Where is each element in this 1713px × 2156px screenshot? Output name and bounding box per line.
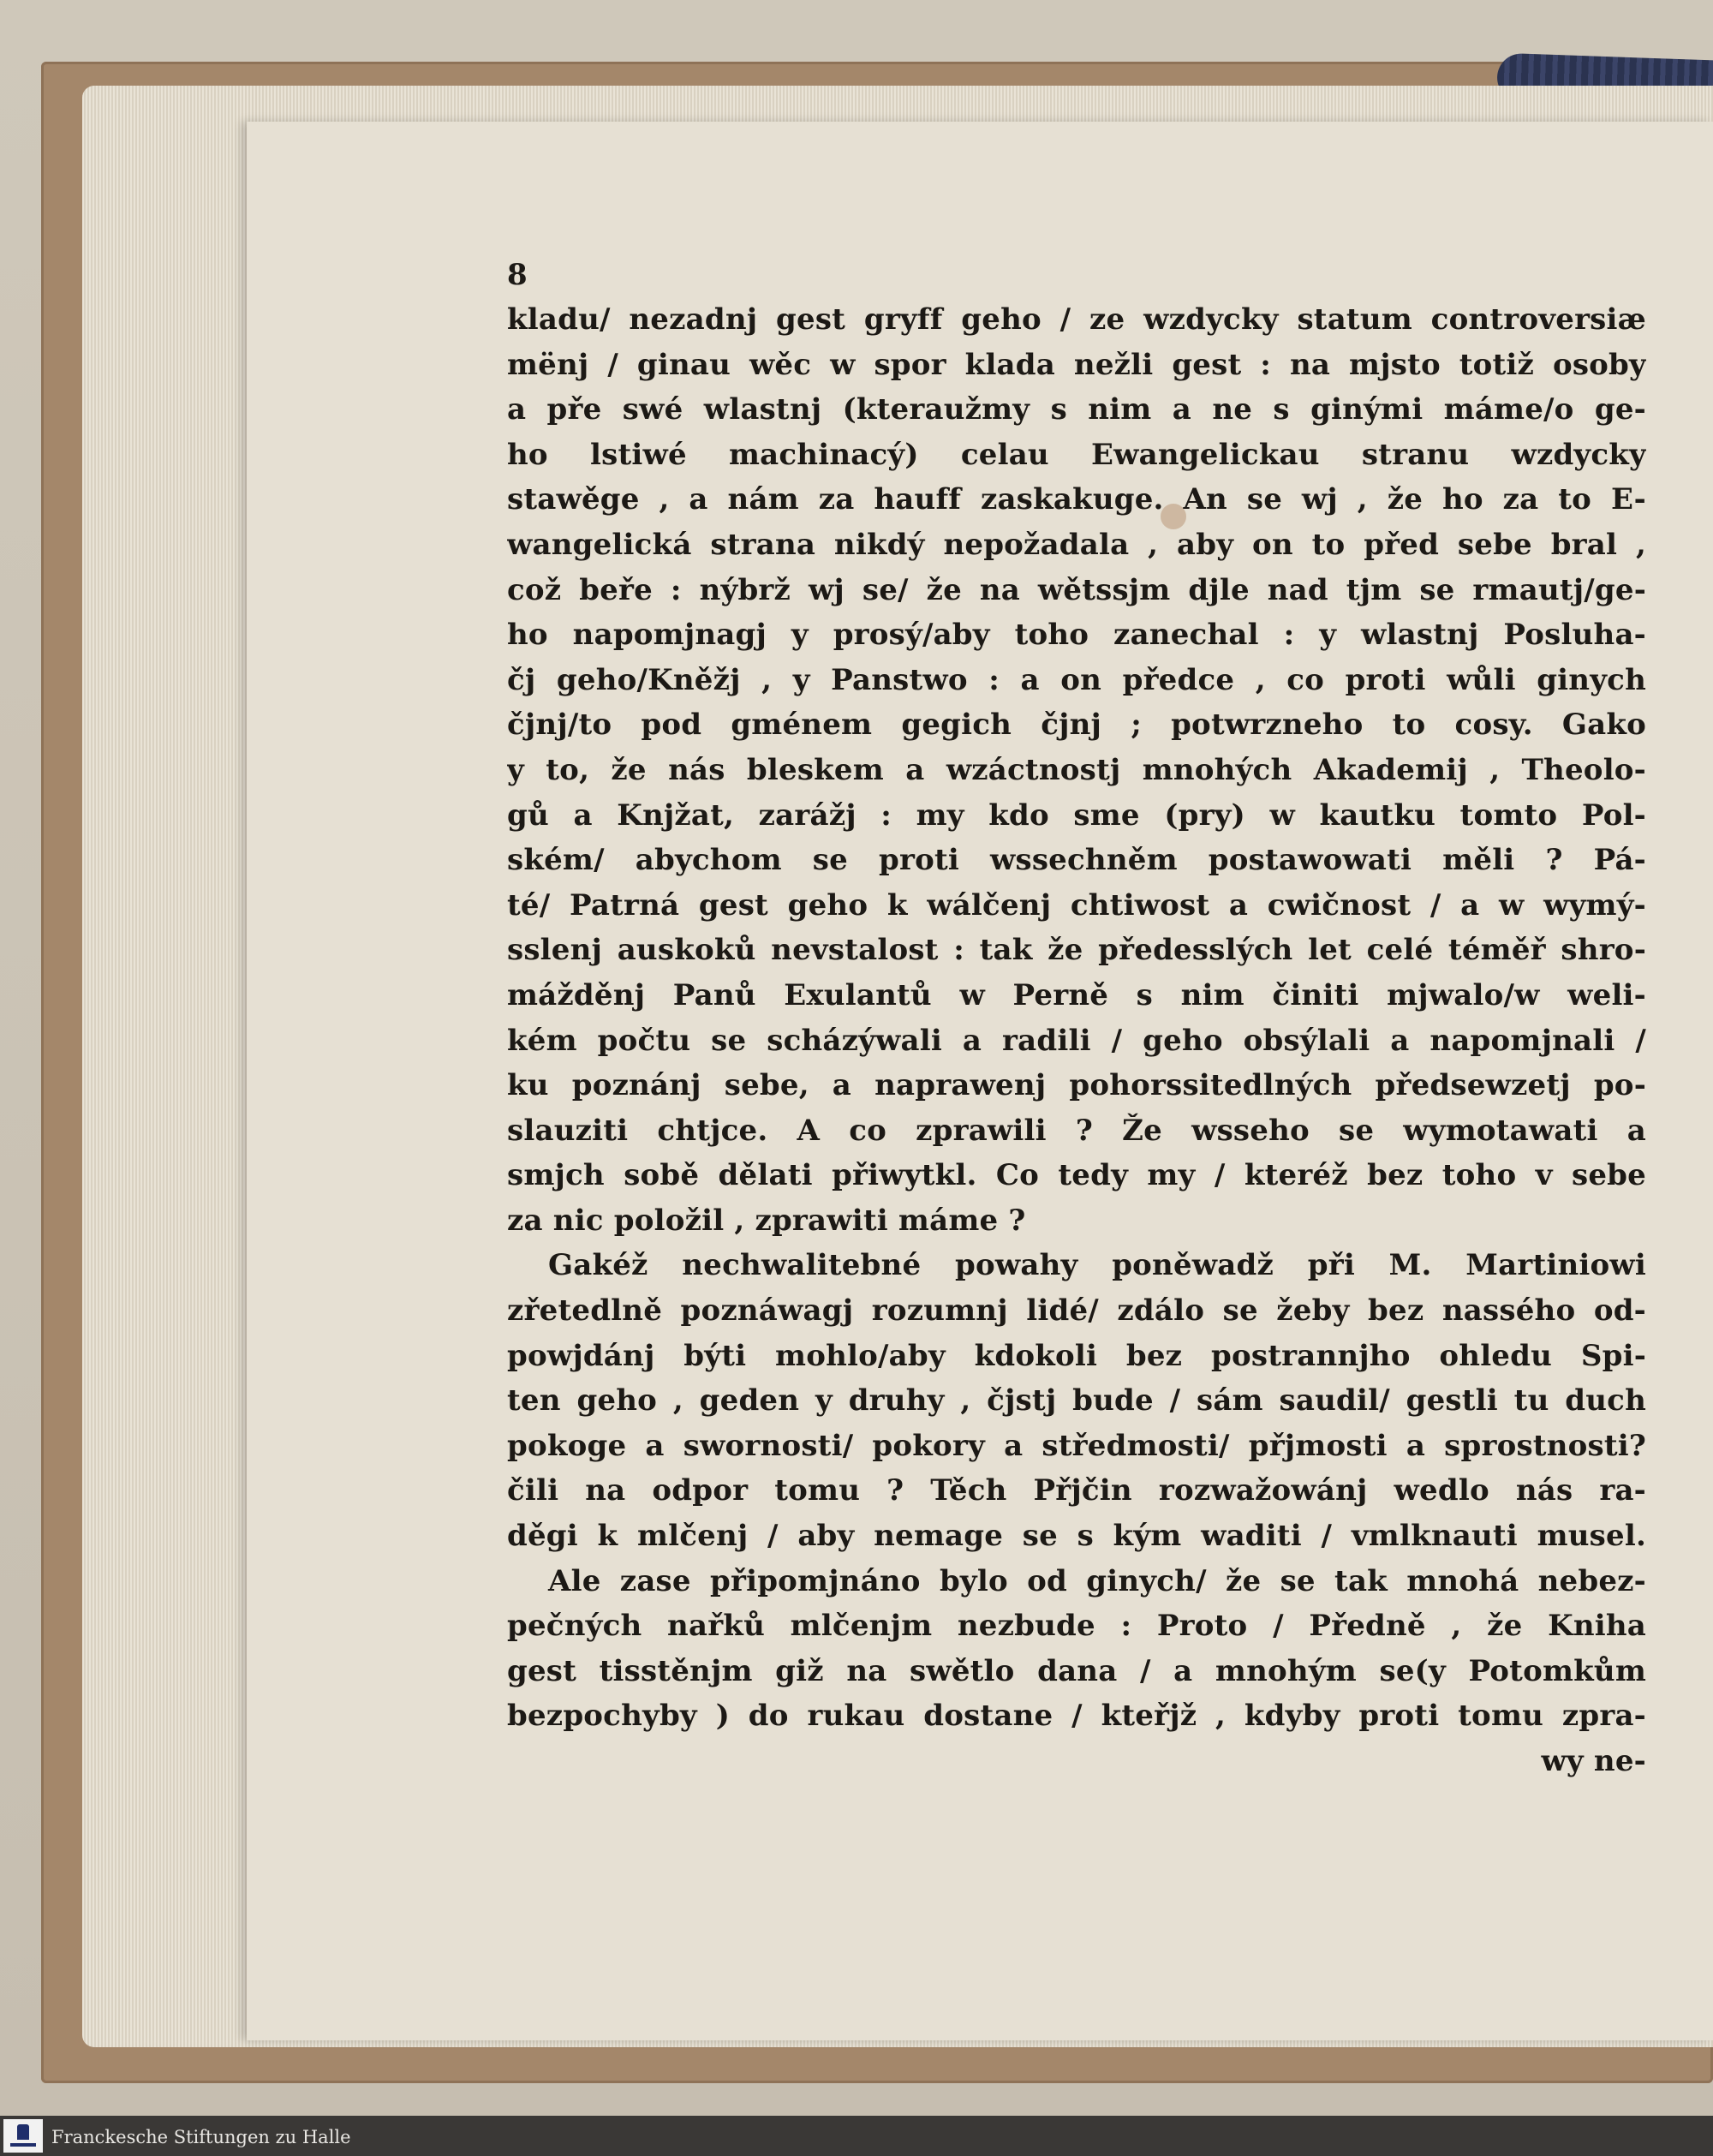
text-line: mënj / ginau wěc w spor klada nežli gest : na mjsto totiž osoby: [507, 347, 1646, 382]
text-line: čjnj/to pod gménem gegich čjnj ; potwrzneho to cosy. Gako: [507, 708, 1646, 743]
text-line: gů a Knjžat, zarážj : my kdo sme (pry) w kautku tomto Pol-: [507, 797, 1646, 833]
text-line: zřetedlně poznáwagj rozumnj lidé/ zdálo se žeby bez nassého od-: [507, 1293, 1646, 1329]
text-line: wangelická strana nikdý nepožadala , aby on to před sebe bral ,: [507, 527, 1646, 562]
text-line: a pře swé wlastnj (kteraužmy s nim a ne s ginými máme/o ge-: [507, 392, 1646, 427]
text-line: mážděnj Panů Exulantů w Perně s nim činiti mjwalo/w weli-: [507, 977, 1646, 1012]
page-text: [507, 253, 1646, 1784]
text-line: y to, že nás bleskem a wzáctnostj mnohých Akademij , Theolo-: [507, 752, 1646, 787]
text-line: smjch sobě dělati přiwytkl. Co tedy my / kteréž bez toho v sebe: [507, 1158, 1646, 1193]
text-line: gest tisstěnjm giž na swětlo dana / a mnohým se(y Potomkům: [507, 1653, 1646, 1688]
footer-institution: Franckesche Stiftungen zu Halle: [51, 2127, 351, 2147]
text-line: ho napomjnagj y prosý/aby toho zanechal : y wlastnj Posluha-: [507, 618, 1646, 653]
text-line: Gakéž nechwalitebné powahy poněwadž při M. Martiniowi: [548, 1248, 1646, 1283]
text-line: pečných nařků mlčenjm nezbude : Proto / Předně , že Kniha: [507, 1609, 1646, 1644]
text-line: stawěge , a nám za hauff zaskakuge. An se wj , že ho za to E-: [507, 482, 1646, 517]
text-line: bezpochyby ) do rukau dostane / kteřjž , kdyby proti tomu zpra-: [507, 1699, 1646, 1734]
text-line: což beře : nýbrž wj se/ že na wětssjm djle nad tjm se rmautj/ge-: [507, 572, 1646, 607]
text-line: powjdánj býti mohlo/aby kdokoli bez postrannjho ohledu Spi-: [507, 1338, 1646, 1373]
text-line: za nic položil , zprawiti máme ?: [507, 1203, 1026, 1238]
text-line: kladu/ nezadnj gest gryff geho / ze wzdycky statum controversiæ: [507, 302, 1646, 337]
text-line: té/ Patrná gest geho k wálčenj chtiwost a cwičnost / a w wymý-: [507, 887, 1646, 923]
catchword: wy ne-: [1541, 1744, 1646, 1778]
text-line: ten geho , geden y druhy , čjstj bude / sám saudil/ gestli tu duch: [507, 1383, 1646, 1418]
text-line: ském/ abychom se proti wssechněm postawowati měli ? Pá-: [507, 843, 1646, 878]
text-line: ku poznánj sebe, a naprawenj pohorssitedlných předsewzetj po-: [507, 1068, 1646, 1103]
text-line: ho lstiwé machinacý) celau Ewangelickau stranu wzdycky: [507, 437, 1646, 472]
text-line: Ale zase připomjnáno bylo od ginych/ že se tak mnohá nebez-: [548, 1563, 1646, 1598]
page-number: 8: [507, 258, 528, 292]
text-line: kém počtu se scházýwali a radili / geho obsýlali a napomjnali /: [507, 1023, 1646, 1058]
text-line: čili na odpor tomu ? Těch Přjčin rozwažowánj wedlo nás ra-: [507, 1473, 1646, 1508]
text-line: čj geho/Kněžj , y Panstwo : a on předce , co proti wůli ginych: [507, 662, 1646, 697]
text-line: pokoge a swornosti/ pokory a středmosti/ přjmosti a sprostnosti?: [507, 1428, 1646, 1463]
institution-logo-icon: [3, 2119, 43, 2153]
text-line: děgi k mlčenj / aby nemage se s kým waditi / vmlknauti musel.: [507, 1519, 1646, 1554]
text-line: sslenj auskoků nevstalost : tak že předesslých let celé téměř shro-: [507, 933, 1646, 968]
text-line: slauziti chtjce. A co zprawili ? Že wsseho se wymotawati a: [507, 1113, 1646, 1148]
